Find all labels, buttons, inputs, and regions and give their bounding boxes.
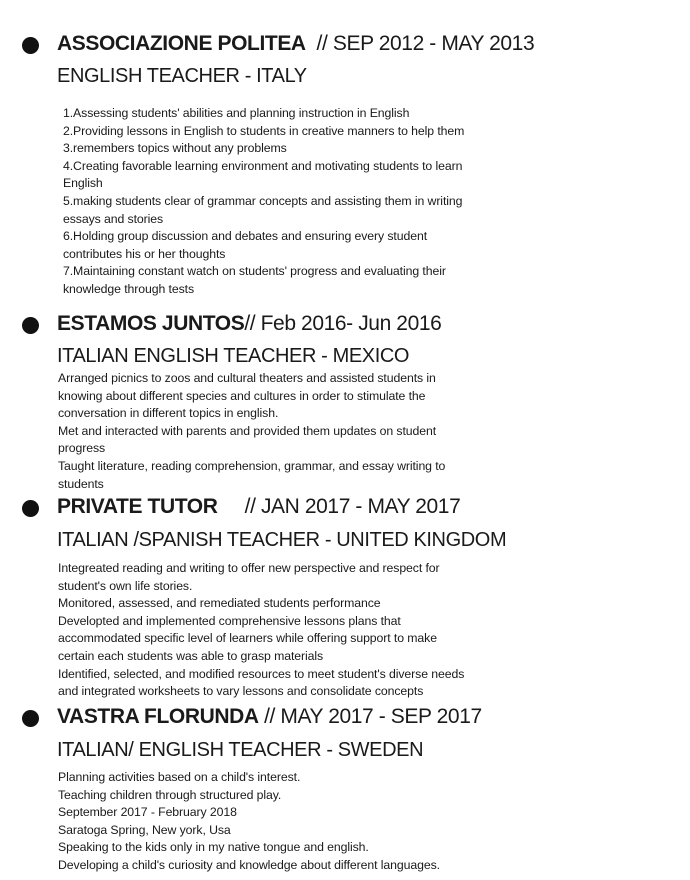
description-line: Taught literature, reading comprehension, grammar, and essay writing to xyxy=(58,458,446,473)
description-line: English xyxy=(63,176,103,191)
description-line: essays and stories xyxy=(63,211,164,226)
entry-heading xyxy=(57,311,441,337)
entry-heading xyxy=(57,494,460,520)
company-name: ESTAMOS JUNTOS xyxy=(57,312,245,335)
description-line: 2.Providing lessons in English to students in creative manners to help them xyxy=(63,123,465,138)
description-line: conversation in different topics in english. xyxy=(58,406,279,421)
job-description xyxy=(58,769,528,875)
job-title: ITALIAN /SPANISH TEACHER - UNITED KINGDOM xyxy=(57,529,507,551)
job-title: ITALIAN ENGLISH TEACHER - MEXICO xyxy=(57,345,410,367)
description-line: progress xyxy=(58,441,106,456)
job-title: ENGLISH TEACHER - ITALY xyxy=(57,65,307,87)
description-line: Teaching children through structured play. xyxy=(58,787,282,802)
description-line: Planning activities based on a child's interest. xyxy=(58,770,301,784)
description-line: knowledge through tests xyxy=(63,281,195,296)
description-line: Met and interacted with parents and provided them updates on student xyxy=(58,423,437,438)
description-line: students xyxy=(58,476,104,491)
description-line: 4.Creating favorable learning environment and motivating students to learn xyxy=(63,158,463,173)
job-description xyxy=(58,560,528,701)
description-line: contributes his or her thoughts xyxy=(63,246,226,261)
description-line: 7.Maintaining constant watch on students' progress and evaluating their xyxy=(63,264,446,279)
company-name: PRIVATE TUTOR xyxy=(57,495,218,518)
description-line: Monitored, assessed, and remediated students performance xyxy=(58,596,381,611)
description-line: Integreated reading and writing to offer new perspective and respect for xyxy=(58,561,440,575)
job-title: ITALIAN/ ENGLISH TEACHER - SWEDEN xyxy=(57,739,424,761)
date-range: // MAY 2017 - SEP 2017 xyxy=(258,705,482,728)
description-line: Identified, selected, and modified resources to meet student's diverse needs xyxy=(58,666,465,681)
date-range: // Feb 2016- Jun 2016 xyxy=(244,312,442,335)
description-line: 6.Holding group discussion and debates and ensuring every student xyxy=(63,229,428,244)
description-line: accommodated specific level of learners while offering support to make xyxy=(58,631,437,646)
entry-heading xyxy=(57,31,534,57)
description-line: Arranged picnics to zoos and cultural theaters and assisted students in xyxy=(58,371,436,385)
date-range: // SEP 2012 - MAY 2013 xyxy=(305,32,535,55)
bullet-icon xyxy=(22,710,39,727)
description-line: certain each students was able to grasp materials xyxy=(58,648,324,663)
company-name: ASSOCIAZIONE POLITEA xyxy=(57,32,306,55)
description-line: 1.Assessing students' abilities and planning instruction in English xyxy=(63,106,410,120)
bullet-icon xyxy=(22,500,39,517)
description-line: knowing about different species and cultures in order to stimulate the xyxy=(58,388,426,403)
bullet-icon xyxy=(22,317,39,334)
description-line: and integrated worksheets to vary lessons and consolidate concepts xyxy=(58,684,424,699)
description-line: Developing a child's curiosity and knowledge about different languages. xyxy=(58,857,440,872)
job-description xyxy=(63,105,533,299)
description-line: Saratoga Spring, New york, Usa xyxy=(58,822,231,837)
job-description xyxy=(58,370,528,493)
date-range: // JAN 2017 - MAY 2017 xyxy=(217,495,461,518)
description-line: Developted and implemented comprehensive lessons plans that xyxy=(58,613,401,628)
description-line: student's own life stories. xyxy=(58,578,193,593)
description-line: Speaking to the kids only in my native tongue and english. xyxy=(58,840,369,855)
description-line: September 2017 - February 2018 xyxy=(58,805,237,820)
description-line: 3.remembers topics without any problems xyxy=(63,141,287,156)
entry-heading xyxy=(57,704,482,730)
company-name: VASTRA FLORUNDA xyxy=(57,705,259,728)
description-line: 5.making students clear of grammar concepts and assisting them in writing xyxy=(63,193,463,208)
bullet-icon xyxy=(22,37,39,54)
